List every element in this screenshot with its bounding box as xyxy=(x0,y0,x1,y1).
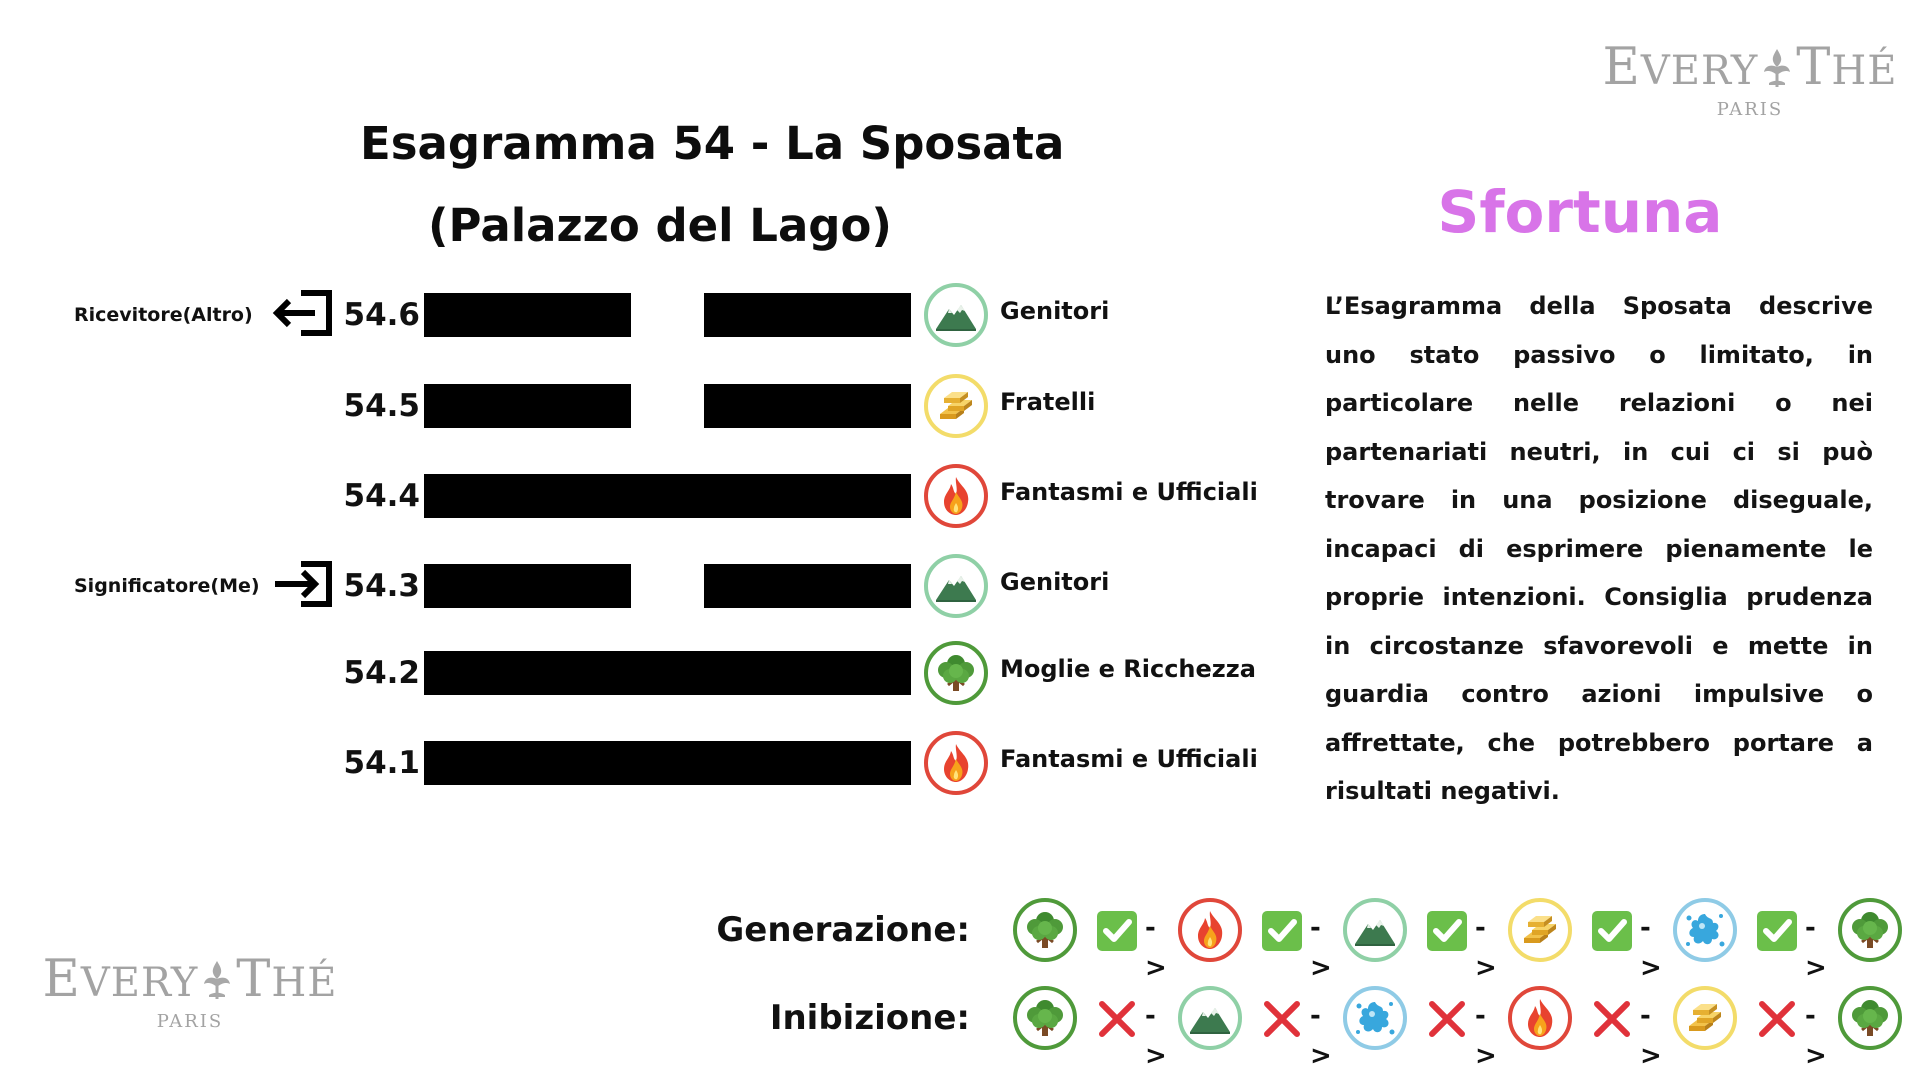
cycle-arrow: -> xyxy=(1640,1001,1664,1071)
brand-name-left: EVERY xyxy=(1602,37,1759,97)
solid-line-bar xyxy=(424,474,911,518)
broken-line-left-bar xyxy=(424,293,631,337)
cycle-arrow: -> xyxy=(1640,913,1664,983)
brand-name-right: THÉ xyxy=(1796,37,1898,97)
line-number: 54.5 xyxy=(343,388,420,424)
tree-icon xyxy=(1838,898,1902,962)
mountain-icon xyxy=(924,283,988,347)
significator-marker xyxy=(74,564,335,608)
fire-icon xyxy=(1508,986,1572,1050)
line-relation: Fantasmi e Ufficiali xyxy=(1000,478,1258,506)
fire-icon xyxy=(924,731,988,795)
line-number: 54.2 xyxy=(343,655,420,691)
line-number: 54.3 xyxy=(343,568,420,604)
brand-name-right: THÉ xyxy=(236,949,338,1009)
hexagram-subtitle: (Palazzo del Lago) xyxy=(427,199,893,252)
check-icon xyxy=(1096,910,1138,952)
line-relation: Fantasmi e Ufficiali xyxy=(1000,745,1258,773)
cross-icon xyxy=(1096,998,1138,1040)
cross-icon xyxy=(1756,998,1798,1040)
check-icon xyxy=(1426,910,1468,952)
cross-icon xyxy=(1426,998,1468,1040)
line-relation: Fratelli xyxy=(1000,388,1096,416)
solid-line-bar xyxy=(424,651,911,695)
broken-line-left-bar xyxy=(424,384,631,428)
generation-label: Generazione: xyxy=(716,910,970,950)
fire-icon xyxy=(924,464,988,528)
exit-arrow-icon xyxy=(269,283,335,347)
receiver-marker xyxy=(74,293,335,337)
enter-arrow-icon xyxy=(269,554,335,618)
cycle-arrow: -> xyxy=(1805,913,1829,983)
gold-bars-icon xyxy=(924,374,988,438)
solid-line-bar xyxy=(424,741,911,785)
mountain-icon xyxy=(1343,898,1407,962)
water-splash-icon xyxy=(1673,898,1737,962)
fire-icon xyxy=(1178,898,1242,962)
brand-logo-bottom xyxy=(40,949,340,1033)
check-icon xyxy=(1756,910,1798,952)
broken-line-right-bar xyxy=(704,384,911,428)
fortune-title: Sfortuna xyxy=(1437,178,1723,246)
marker-label: Ricevitore(Altro) xyxy=(74,304,253,326)
inhibition-label: Inibizione: xyxy=(769,998,970,1038)
fortune-description: L’Esagramma della Sposata descrive uno stato passivo o limitato, in particolare nelle relazioni o nei partenariati neutri, in cui ci si può trovare in una posizione diseguale, incapaci di esprimere pienamente le proprie intenzioni. Consiglia prudenza in circostanze sfavorevoli e mette in guardia contro azioni impulsive o affrettate, che potrebbero portare a risultati negativi. xyxy=(1325,292,1873,805)
brand-name-left: EVERY xyxy=(42,949,199,1009)
mountain-icon xyxy=(924,554,988,618)
cycle-arrow: -> xyxy=(1310,913,1334,983)
marker-label: Significatore(Me) xyxy=(74,575,260,597)
brand-sub: PARIS xyxy=(1716,99,1784,121)
cycle-arrow: -> xyxy=(1145,1001,1169,1071)
line-relation: Genitori xyxy=(1000,297,1110,325)
gold-bars-icon xyxy=(1508,898,1572,962)
gold-bars-icon xyxy=(1673,986,1737,1050)
cross-icon xyxy=(1261,998,1303,1040)
check-icon xyxy=(1261,910,1303,952)
water-splash-icon xyxy=(1343,986,1407,1050)
cross-icon xyxy=(1591,998,1633,1040)
cycle-arrow: -> xyxy=(1145,913,1169,983)
cycle-arrow: -> xyxy=(1805,1001,1829,1071)
line-number: 54.4 xyxy=(343,478,420,514)
fleur-icon xyxy=(1762,47,1792,93)
hexagram-title: Esagramma 54 - La Sposata xyxy=(360,117,1065,170)
line-relation: Moglie e Ricchezza xyxy=(1000,655,1256,683)
line-number: 54.1 xyxy=(343,745,420,781)
brand-logo-top xyxy=(1600,37,1900,121)
check-icon xyxy=(1591,910,1633,952)
tree-icon xyxy=(924,641,988,705)
line-number: 54.6 xyxy=(343,297,420,333)
tree-icon xyxy=(1013,898,1077,962)
brand-sub: PARIS xyxy=(156,1011,224,1033)
broken-line-left-bar xyxy=(424,564,631,608)
tree-icon xyxy=(1838,986,1902,1050)
broken-line-right-bar xyxy=(704,564,911,608)
line-relation: Genitori xyxy=(1000,568,1110,596)
cycle-arrow: -> xyxy=(1310,1001,1334,1071)
cycle-arrow: -> xyxy=(1475,913,1499,983)
tree-icon xyxy=(1013,986,1077,1050)
fleur-icon xyxy=(202,959,232,1005)
broken-line-right-bar xyxy=(704,293,911,337)
mountain-icon xyxy=(1178,986,1242,1050)
cycle-arrow: -> xyxy=(1475,1001,1499,1071)
